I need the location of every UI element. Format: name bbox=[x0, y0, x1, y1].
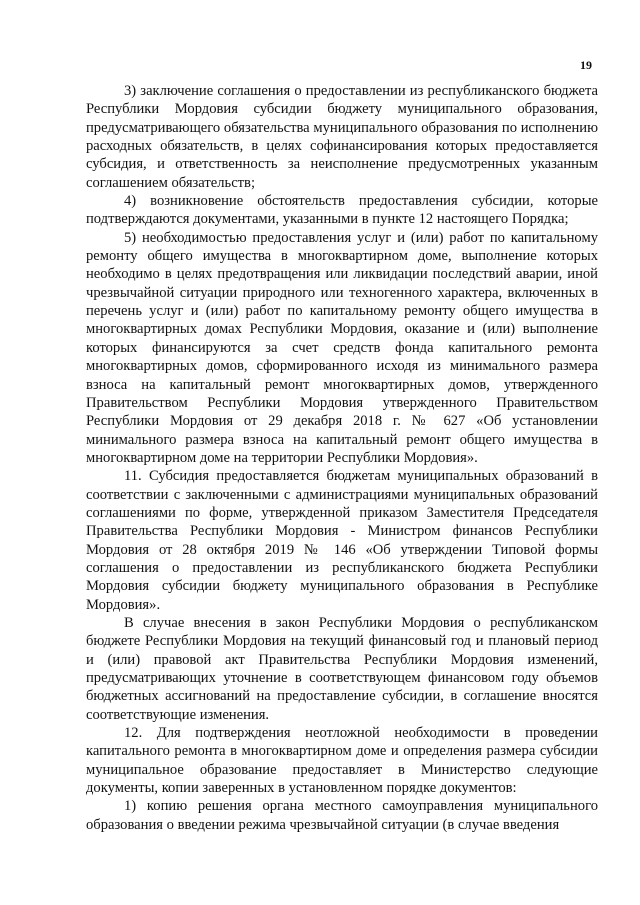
document-body bbox=[86, 82, 598, 834]
paragraph-item-3: 3) заключение соглашения о предоставлении из республиканского бюджета Республики Мордовия субсидии бюджету муниципального образования, предусматривающего обязательства муниципального образования по исполнению расходных обязательств, в целях софинансирования которых предоставляется субсидия, и ответственность за неисполнение предусмотренных указанным соглашением обязательств; bbox=[86, 83, 598, 191]
paragraph-item-4: 4) возникновение обстоятельств предоставления субсидии, которые подтверждаются документами, указанными в пункте 12 настоящего Порядка; bbox=[86, 193, 598, 228]
paragraph-clause-11: 11. Субсидия предоставляется бюджетам муниципальных образований в соответствии с заключенными с администрациями муниципальных образований соглашениями по форме, утвержденной приказом Заместителя Председателя Правительства Республики Мордовия - Министром финансов Республики Мордовия от 28 октября 2019 № 146 «Об утверждении Типовой формы соглашения о предоставлении из республиканского бюджета Республики Мордовия субсидии бюджету муниципального образования в Республике Мордовия». bbox=[86, 468, 598, 613]
paragraph-amendments: В случае внесения в закон Республики Мордовия о республиканском бюджете Республики Мордовия на текущий финансовый год и плановый период и (или) правовой акт Правительства Республики Мордовия изменений, предусматривающих уточнение в соответствующем финансовом году объемов бюджетных ассигнований на предоставление субсидии, в соглашение вносятся соответствующие изменения. bbox=[86, 614, 598, 723]
paragraph-subitem-1: 1) копию решения органа местного самоуправления муниципального образования о введении режима чрезвычайной ситуации (в случае введения bbox=[86, 798, 598, 833]
paragraph-clause-12: 12. Для подтверждения неотложной необходимости в проведении капитального ремонта в многоквартирном доме и определения размера субсидии муниципальное образование предоставляет в Министерство следующие документы, копии заверенных в установленном порядке документов: bbox=[86, 725, 598, 797]
paragraph-item-5: 5) необходимостью предоставления услуг и (или) работ по капитальному ремонту общего имущества в многоквартирном доме, выполнение которых необходимо в целях предотвращения или ликвидации последствий аварии, иной чрезвычайной ситуации природного или техногенного характера, включенных в перечень услуг и (или) работ по капитальному ремонту общего имущества в многоквартирных домах Республики Мордовия, оказание и (или) выполнение которых финансируются за счет средств фонда капитального ремонта многоквартирных домов, сформированного исходя из минимального размера взноса на капитальный ремонт многоквартирных домов, утвержденного Правительством Республики Мордовия утвержденного Правительством Республики Мордовия от 29 декабря 2018 г. № 627 «Об установлении минимального размера взноса на капитальный ремонт общего имущества в многоквартирном доме на территории Республики Мордовия». bbox=[86, 229, 598, 466]
page-number: 19 bbox=[580, 58, 592, 72]
